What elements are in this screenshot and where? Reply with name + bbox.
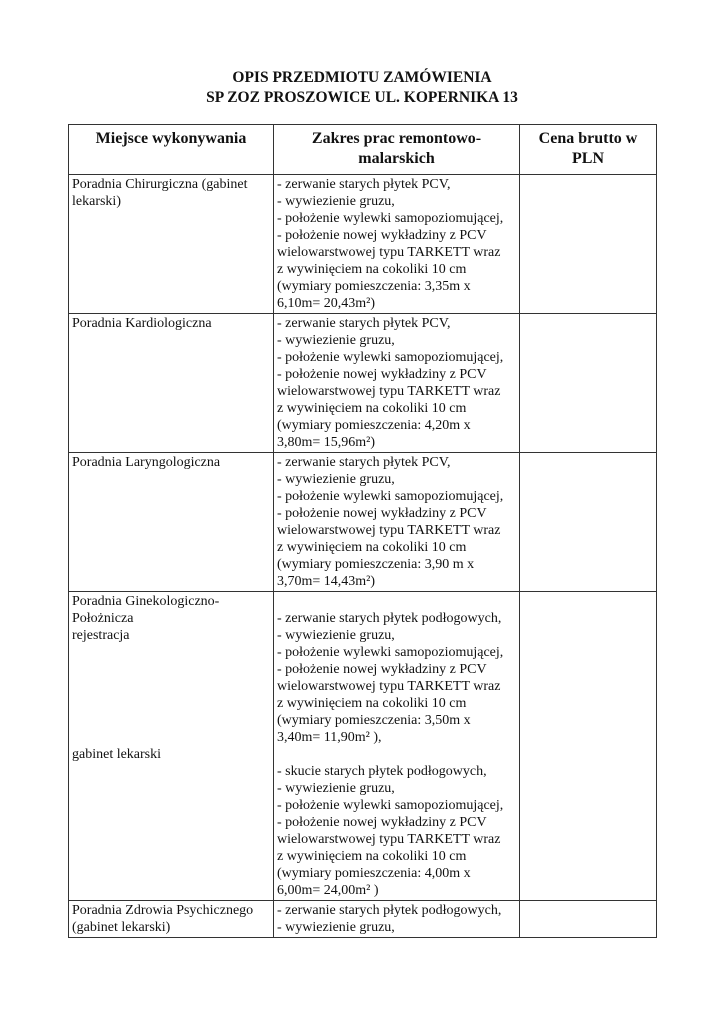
scope-cell: - zerwanie starych płytek PCV, - wywiezienie gruzu, - położenie wylewki samopoziomującej, - położenie nowej wykładziny z PCV wielowarstwowej typu TARKETT wraz z wywinięciem na cokoliki 10 cm (wymiary pomieszczenia: 4,20m x 3,80m= 15,96m²) xyxy=(274,314,520,453)
title-line-1: OPIS PRZEDMIOTU ZAMÓWIENIA xyxy=(232,69,492,86)
place-cell: Poradnia Laryngologiczna xyxy=(69,453,274,592)
scope-table xyxy=(68,124,657,938)
title-line-2: SP ZOZ PROSZOWICE UL. KOPERNIKA 13 xyxy=(206,89,518,106)
table-row xyxy=(69,453,657,592)
table-row xyxy=(69,175,657,314)
price-cell[interactable] xyxy=(520,175,657,314)
scope-cell: - zerwanie starych płytek PCV, - wywiezienie gruzu, - położenie wylewki samopoziomującej, - położenie nowej wykładziny z PCV wielowarstwowej typu TARKETT wraz z wywinięciem na cokoliki 10 cm (wymiary pomieszczenia: 3,35m x 6,10m= 20,43m²) xyxy=(274,175,520,314)
place-cell: Poradnia Ginekologiczno- Położnicza rejestracja gabinet lekarski xyxy=(69,592,274,901)
header-scope: Zakres prac remontowo- malarskich xyxy=(274,125,520,175)
header-place: Miejsce wykonywania xyxy=(69,125,274,175)
price-cell[interactable] xyxy=(520,453,657,592)
place-sub-label: gabinet lekarski xyxy=(72,747,162,762)
price-cell[interactable] xyxy=(520,314,657,453)
scope-cell: - zerwanie starych płytek podłogowych, - wywiezienie gruzu, xyxy=(274,901,520,938)
document-title xyxy=(0,68,724,108)
scope-cell: - zerwanie starych płytek PCV, - wywiezienie gruzu, - położenie wylewki samopoziomującej, - położenie nowej wykładziny z PCV wielowarstwowej typu TARKETT wraz z wywinięciem na cokoliki 10 cm (wymiary pomieszczenia: 3,90 m x 3,70m= 14,43m²) xyxy=(274,453,520,592)
table-row xyxy=(69,314,657,453)
table-row xyxy=(69,901,657,938)
scope-cell: - zerwanie starych płytek podłogowych, - wywiezienie gruzu, - położenie wylewki samopoziomującej, - położenie nowej wykładziny z PCV wielowarstwowej typu TARKETT wraz z wywinięciem na cokoliki 10 cm (wymiary pomieszczenia: 3,50m x 3,40m= 11,90m² ), - skucie starych płytek podłogowych, - wywiezienie gruzu, - położenie wylewki samopoziomującej, - położenie nowej wykładziny z PCV wielowarstwowej typu TARKETT wraz z wywinięciem na cokoliki 10 cm (wymiary pomieszczenia: 4,00m x 6,00m= 24,00m² ) xyxy=(274,592,520,901)
table-header-row xyxy=(69,125,657,175)
price-cell[interactable] xyxy=(520,592,657,901)
header-price: Cena brutto w PLN xyxy=(520,125,657,175)
price-cell[interactable] xyxy=(520,901,657,938)
table-row xyxy=(69,592,657,901)
place-cell: Poradnia Chirurgiczna (gabinet lekarski) xyxy=(69,175,274,314)
place-cell: Poradnia Kardiologiczna xyxy=(69,314,274,453)
place-cell: Poradnia Zdrowia Psychicznego (gabinet lekarski) xyxy=(69,901,274,938)
